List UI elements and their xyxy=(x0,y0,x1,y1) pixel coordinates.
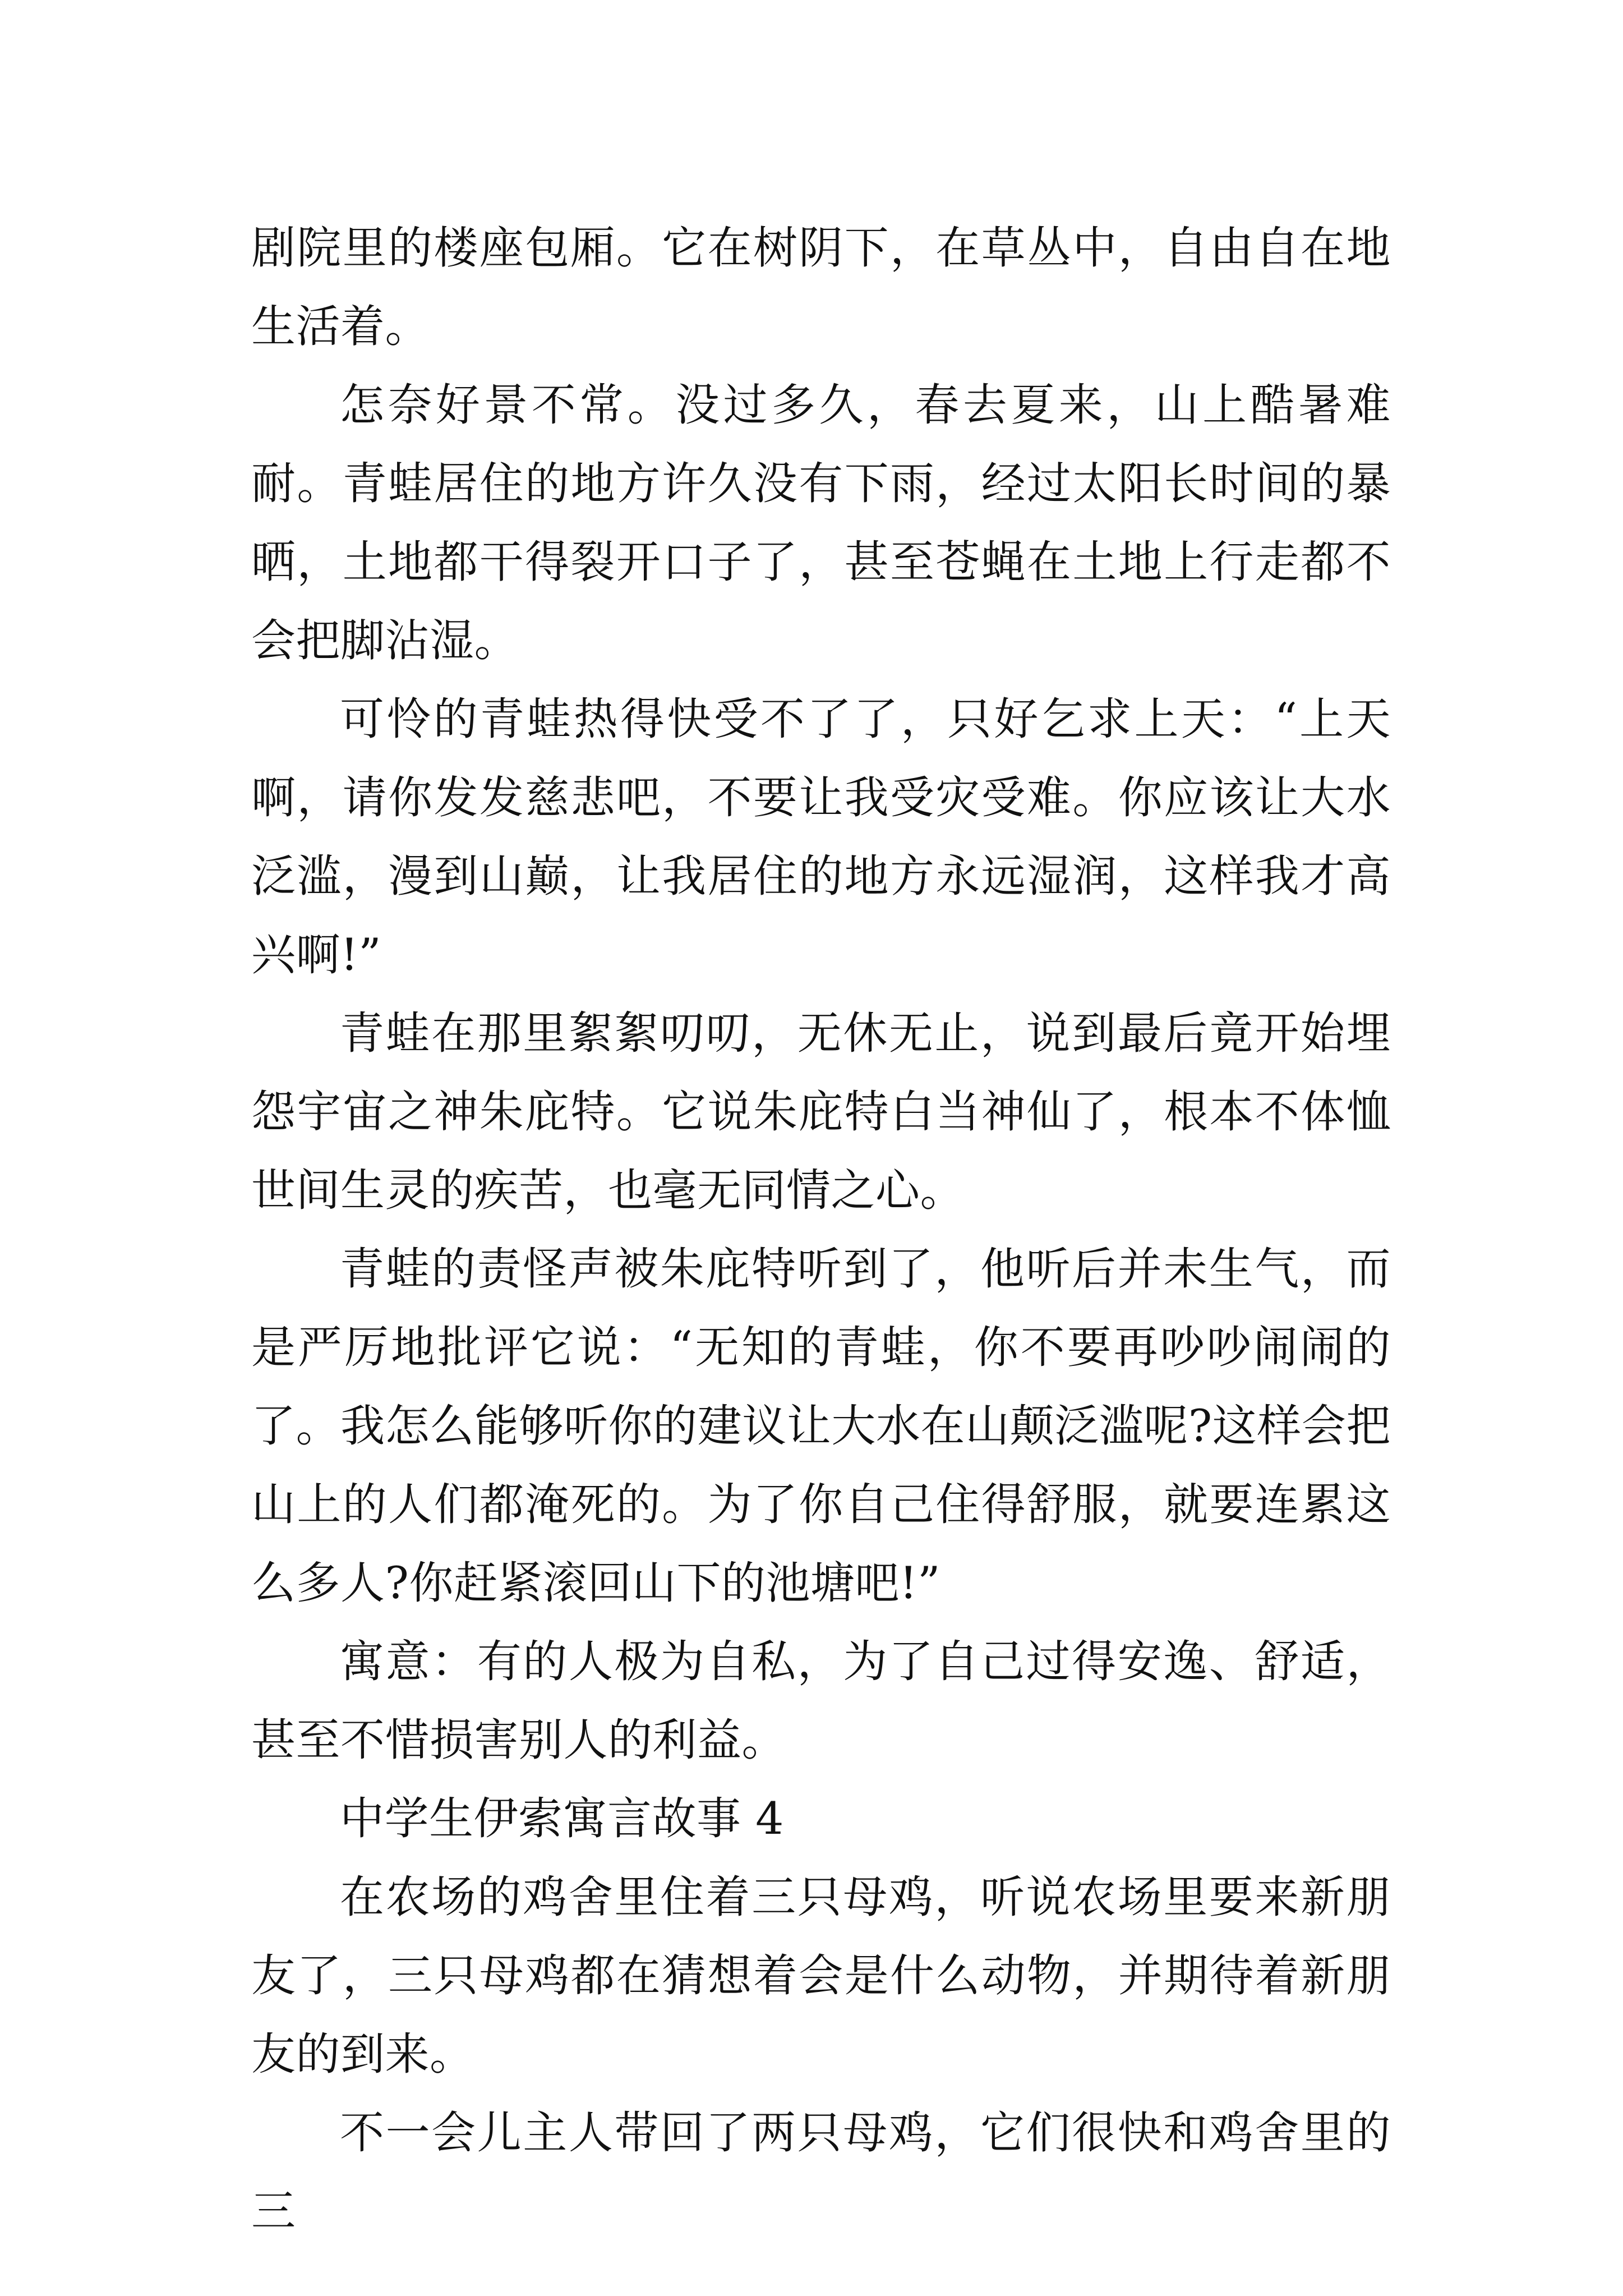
moral-paragraph: 寓意：有的人极为自私，为了自己过得安逸、舒适，甚至不惜损害别人的利益。 xyxy=(251,1636,1391,1766)
paragraph: 不一会儿主人带回了两只母鸡，它们很快和鸡舍里的三 xyxy=(251,2107,1391,2237)
paragraph-continued: 剧院里的楼座包厢。它在树阴下，在草丛中，自由自在地生活着。 xyxy=(251,222,1391,352)
paragraph: 青蛙在那里絮絮叨叨，无休无止，说到最后竟开始埋怨宇宙之神朱庇特。它说朱庇特白当神仙了，根本不体恤世间生灵的疾苦，也毫无同情之心。 xyxy=(251,1007,1391,1216)
paragraph: 青蛙的责怪声被朱庇特听到了，他听后并未生气，而是严厉地批评它说：“无知的青蛙，你不要再吵吵闹闹的了。我怎么能够听你的建议让大水在山颠泛滥呢?这样会把山上的人们都淹死的。为了你自己住得舒服，就要连累这么多人?你赶紧滚回山下的池塘吧!” xyxy=(251,1243,1391,1609)
paragraph: 可怜的青蛙热得快受不了了，只好乞求上天：“上天啊，请你发发慈悲吧，不要让我受灾受难。你应该让大水泛滥，漫到山巅，让我居住的地方永远湿润，这样我才高兴啊!” xyxy=(251,693,1391,981)
paragraph: 在农场的鸡舍里住着三只母鸡，听说农场里要来新朋友了，三只母鸡都在猜想着会是什么动物，并期待着新朋友的到来。 xyxy=(251,1871,1391,2080)
document-body xyxy=(251,209,1391,2251)
section-heading: 中学生伊索寓言故事 4 xyxy=(340,1793,784,1844)
paragraph: 怎奈好景不常。没过多久，春去夏来，山上酷暑难耐。青蛙居住的地方许久没有下雨，经过太阳长时间的暴晒，土地都干得裂开口子了，甚至苍蝇在土地上行走都不会把脚沾湿。 xyxy=(251,379,1391,666)
